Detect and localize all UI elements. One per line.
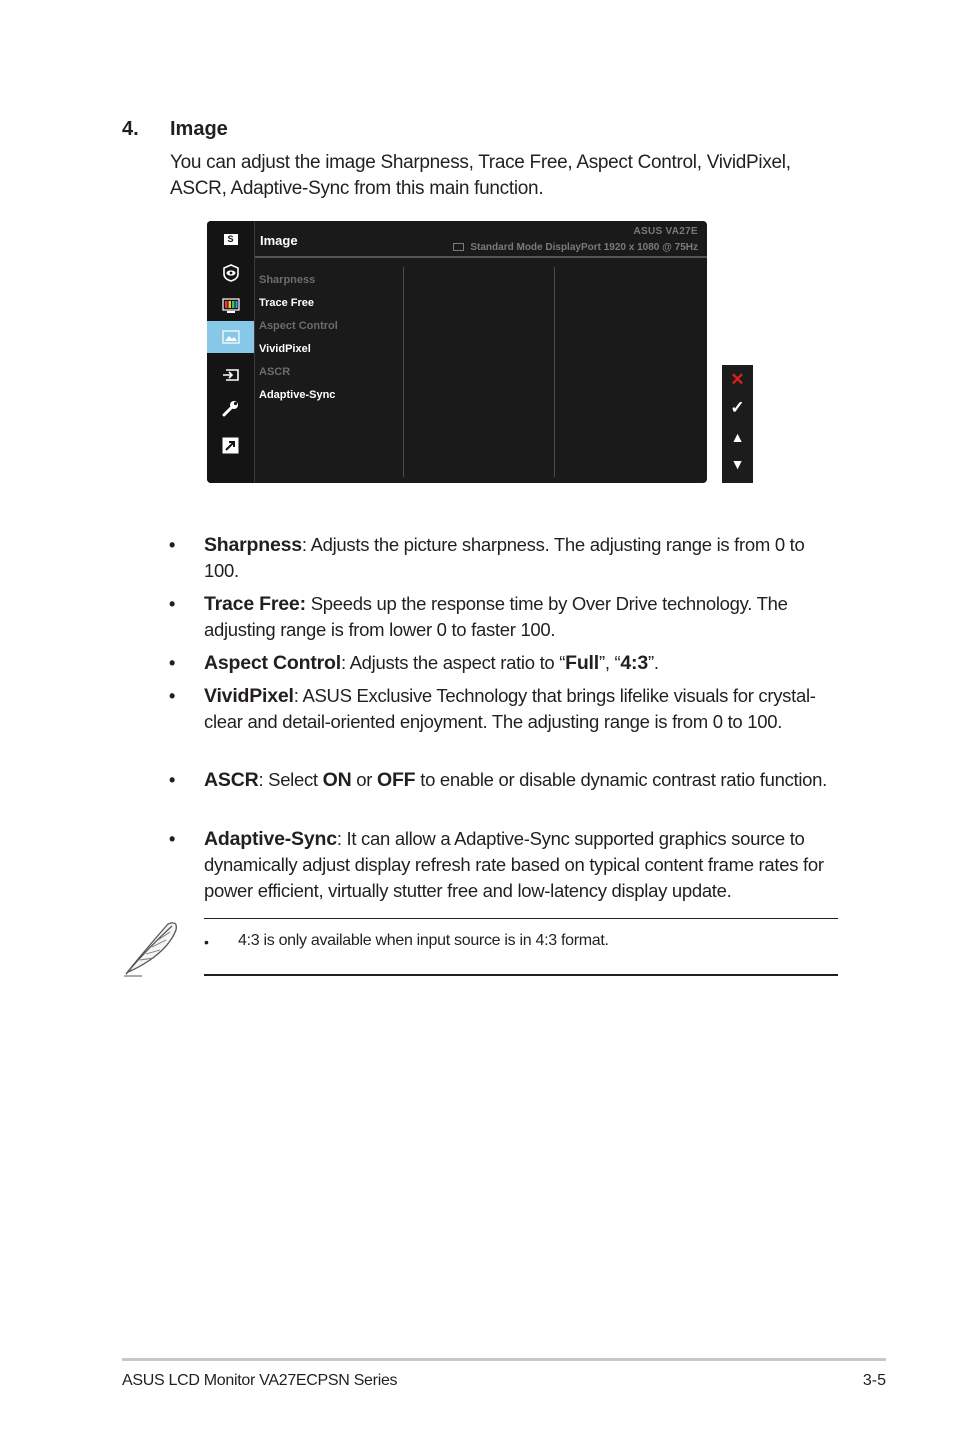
bullet-vividpixel xyxy=(169,683,844,735)
bullet-dot: • xyxy=(169,770,176,790)
bullet-text: : Select xyxy=(258,769,323,790)
osd-column-divider xyxy=(403,267,404,477)
bullet-term: Trace Free: xyxy=(204,593,306,615)
option-full: Full xyxy=(565,652,599,674)
note-text: 4:3 is only available when input source is in 4:3 format. xyxy=(238,932,609,949)
note-bullet: • xyxy=(204,934,209,950)
note-top-rule xyxy=(204,918,838,919)
osd-model: ASUS VA27E xyxy=(633,226,698,237)
bullet-text: Speeds up the response time by Over Drive technology. The adjusting range is from lower 0 to faster 100. xyxy=(204,593,788,640)
confirm-key-icon[interactable]: ✓ xyxy=(730,398,745,417)
eye-care-icon xyxy=(207,257,254,289)
bullet-dot: • xyxy=(169,653,176,673)
footer-rule xyxy=(122,1358,886,1361)
shortcut-icon xyxy=(207,429,254,461)
bullet-term: VividPixel xyxy=(204,685,294,707)
note-feather-icon xyxy=(120,916,182,978)
bullet-sharpness xyxy=(169,532,844,584)
bullet-text: : It can allow a Adaptive-Sync supported graphics source to dynamically adjust display refresh rate based on typical content frame rates for power efficient, virtually stutter free and low-latency display update. xyxy=(204,828,824,901)
bullet-term: Sharpness xyxy=(204,534,302,556)
bullet-text: ”. xyxy=(647,652,659,673)
osd-key-guide xyxy=(722,365,753,483)
monitor-icon xyxy=(453,243,464,251)
bullet-dot: • xyxy=(169,686,176,706)
section-title: Image xyxy=(170,118,228,140)
option-on: ON xyxy=(322,769,352,791)
bullet-dot: • xyxy=(169,535,176,555)
down-key-icon[interactable]: ▼ xyxy=(730,456,745,472)
section-number: 4. xyxy=(122,118,139,140)
osd-title: Image xyxy=(260,233,298,248)
osd-header xyxy=(255,221,707,258)
section-intro: You can adjust the image Sharpness, Trace Free, Aspect Control, VividPixel, ASCR, Adaptive-Sync from this main function. xyxy=(170,152,791,199)
bullet-term: Adaptive-Sync xyxy=(204,828,337,850)
osd-sidebar xyxy=(207,221,255,483)
system-setup-icon xyxy=(207,392,254,424)
footer-title: ASUS LCD Monitor VA27ECPSN Series xyxy=(122,1372,398,1389)
bullet-aspect-control xyxy=(169,650,844,676)
osd-menu-item-aspect-control[interactable]: Aspect Control xyxy=(259,320,338,332)
note-bottom-rule xyxy=(204,974,838,976)
bullet-text: : Adjusts the aspect ratio to “ xyxy=(340,652,566,673)
bullet-term: Aspect Control xyxy=(204,652,341,674)
bullet-text: : Adjusts the picture sharpness. The adjusting range is from 0 to 100. xyxy=(204,534,805,581)
osd-menu-item-trace-free[interactable]: Trace Free xyxy=(259,297,315,309)
osd-menu-item-adaptive-sync[interactable]: Adaptive-Sync xyxy=(259,389,336,401)
up-key-icon[interactable]: ▲ xyxy=(730,429,745,445)
bullet-text: ”, “ xyxy=(598,652,621,673)
bullet-text: or xyxy=(351,769,377,790)
osd-menu-item-ascr[interactable]: ASCR xyxy=(259,366,291,378)
image-icon[interactable] xyxy=(207,321,254,353)
option-off: OFF xyxy=(377,769,416,791)
bullet-term: ASCR xyxy=(204,769,259,791)
bullet-dot: • xyxy=(169,829,176,849)
color-icon xyxy=(207,290,254,322)
bullet-adaptive-sync xyxy=(169,826,844,904)
osd-status xyxy=(453,242,698,253)
osd-menu-item-sharpness[interactable]: Sharpness xyxy=(259,274,316,286)
splendid-icon: S xyxy=(207,223,254,255)
bullet-ascr xyxy=(169,767,844,793)
osd-screenshot xyxy=(207,221,707,483)
osd-status-text: Standard Mode DisplayPort 1920 x 1080 @ 75Hz xyxy=(470,242,698,253)
option-4-3: 4:3 xyxy=(620,652,648,674)
osd-column-divider xyxy=(554,267,555,477)
osd-menu-item-vividpixel[interactable]: VividPixel xyxy=(259,343,311,355)
close-key-icon[interactable]: ✕ xyxy=(730,370,745,389)
page-number: 3-5 xyxy=(862,1372,886,1389)
bullet-text: to enable or disable dynamic contrast ratio function. xyxy=(415,769,827,790)
input-select-icon xyxy=(207,359,254,391)
bullet-text: : ASUS Exclusive Technology that brings lifelike visuals for crystal-clear and detail-oriented enjoyment. The adjusting range is from 0 to 100. xyxy=(204,685,816,732)
bullet-dot: • xyxy=(169,594,176,614)
bullet-trace-free xyxy=(169,591,844,643)
